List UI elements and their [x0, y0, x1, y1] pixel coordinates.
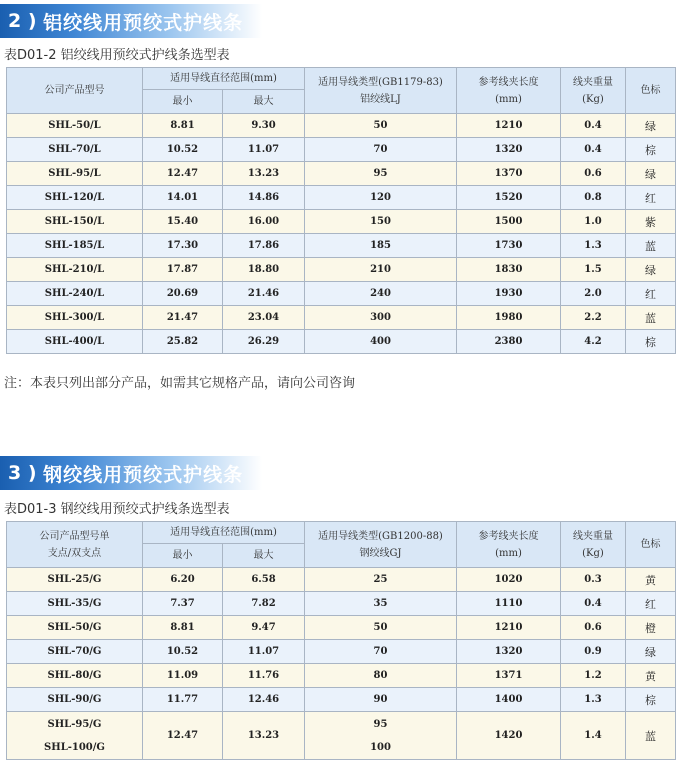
- header-min: 最小: [143, 544, 223, 568]
- cell-min: 10.52: [143, 138, 223, 162]
- header-length-line2: (mm): [495, 93, 522, 105]
- cell-model-value: SHL-95/G: [47, 718, 102, 730]
- cell-length: 1400: [457, 688, 561, 712]
- cell-model: SHL-95/L: [7, 162, 143, 186]
- cell-min: 15.40: [143, 210, 223, 234]
- cell-min: 8.81: [143, 616, 223, 640]
- header-weight: [561, 68, 626, 114]
- section-number: 2 ): [8, 10, 44, 32]
- cell-model: SHL-210/L: [7, 258, 143, 282]
- table-row: [7, 712, 676, 760]
- header-conductor-type-line1: 适用导线类型(GB1179-83): [318, 76, 443, 88]
- table-row: [7, 592, 676, 616]
- cell-max: 9.47: [223, 616, 305, 640]
- table-row: [7, 568, 676, 592]
- header-conductor-type-line2: 铝绞线LJ: [360, 93, 401, 105]
- cell-max: 6.58: [223, 568, 305, 592]
- cell-min: 17.87: [143, 258, 223, 282]
- cell-length: 1320: [457, 640, 561, 664]
- cell-max: 11.07: [223, 640, 305, 664]
- cell-type-value: 95: [373, 718, 388, 730]
- cell-weight: 0.6: [561, 162, 626, 186]
- cell-weight: 1.5: [561, 258, 626, 282]
- cell-color: 黄: [626, 664, 676, 688]
- cell-weight: 1.4: [561, 712, 626, 760]
- cell-min: 25.82: [143, 330, 223, 354]
- steel-spec-table: [6, 521, 676, 760]
- cell-color: 紫: [626, 210, 676, 234]
- cell-color: 蓝: [626, 234, 676, 258]
- cell-color: 蓝: [626, 306, 676, 330]
- cell-type: 120: [305, 186, 457, 210]
- cell-max: 18.80: [223, 258, 305, 282]
- cell-color: 蓝: [626, 712, 676, 760]
- cell-color: 棕: [626, 138, 676, 162]
- cell-weight: 2.2: [561, 306, 626, 330]
- cell-max: 21.46: [223, 282, 305, 306]
- header-weight-line1: 线夹重量: [573, 76, 613, 88]
- table-row: [7, 640, 676, 664]
- cell-model: SHL-120/L: [7, 186, 143, 210]
- cell-length: 1371: [457, 664, 561, 688]
- cell-max: 7.82: [223, 592, 305, 616]
- header-conductor-type-line1: 适用导线类型(GB1200-88): [318, 530, 443, 542]
- cell-color: 黄: [626, 568, 676, 592]
- cell-type: 400: [305, 330, 457, 354]
- cell-min: 21.47: [143, 306, 223, 330]
- cell-length: 1730: [457, 234, 561, 258]
- cell-length: 1980: [457, 306, 561, 330]
- cell-min: 7.37: [143, 592, 223, 616]
- section-title: 钢绞线用预绞式护线条: [43, 463, 244, 486]
- header-conductor-type-line2: 钢绞线GJ: [359, 547, 402, 559]
- cell-model: SHL-300/L: [7, 306, 143, 330]
- header-model: [7, 522, 143, 568]
- cell-type: 300: [305, 306, 457, 330]
- cell-model: SHL-400/L: [7, 330, 143, 354]
- cell-min: 6.20: [143, 568, 223, 592]
- cell-weight: 0.9: [561, 640, 626, 664]
- cell-min: 10.52: [143, 640, 223, 664]
- table-row: [7, 306, 676, 330]
- section-title: 铝绞线用预绞式护线条: [43, 11, 244, 34]
- cell-model: SHL-185/L: [7, 234, 143, 258]
- cell-min: 17.30: [143, 234, 223, 258]
- cell-length: 1370: [457, 162, 561, 186]
- cell-min: 11.77: [143, 688, 223, 712]
- cell-length: 1320: [457, 138, 561, 162]
- cell-color: 红: [626, 186, 676, 210]
- cell-type: 80: [305, 664, 457, 688]
- cell-color: 橙: [626, 616, 676, 640]
- cell-type: 150: [305, 210, 457, 234]
- cell-max: 11.76: [223, 664, 305, 688]
- cell-color: 棕: [626, 688, 676, 712]
- table-row: [7, 234, 676, 258]
- cell-color: 绿: [626, 640, 676, 664]
- cell-min: 11.09: [143, 664, 223, 688]
- table-row: [7, 138, 676, 162]
- cell-type: 70: [305, 138, 457, 162]
- cell-max: 23.04: [223, 306, 305, 330]
- header-conductor-type: [305, 522, 457, 568]
- table-caption: 表D01-3 钢绞线用预绞式护线条选型表: [4, 502, 230, 517]
- cell-max: 13.23: [223, 712, 305, 760]
- cell-max: 16.00: [223, 210, 305, 234]
- cell-max: 9.30: [223, 114, 305, 138]
- header-length-line1: 参考线夹长度: [478, 76, 539, 88]
- cell-type: 210: [305, 258, 457, 282]
- cell-weight: 0.6: [561, 616, 626, 640]
- header-conductor-type: [305, 68, 457, 114]
- header-length-line1: 参考线夹长度: [478, 530, 539, 542]
- cell-min: 12.47: [143, 712, 223, 760]
- header-weight-line2: (Kg): [582, 547, 604, 559]
- cell-length: 1210: [457, 114, 561, 138]
- table-row: [7, 114, 676, 138]
- cell-length: 1210: [457, 616, 561, 640]
- cell-type-value: 100: [370, 741, 391, 753]
- cell-max: 12.46: [223, 688, 305, 712]
- header-model-line2: 支点/双支点: [47, 547, 102, 559]
- cell-max: 26.29: [223, 330, 305, 354]
- cell-type: 35: [305, 592, 457, 616]
- cell-length: 1110: [457, 592, 561, 616]
- header-min: 最小: [143, 90, 223, 114]
- cell-weight: 2.0: [561, 282, 626, 306]
- aluminum-spec-table: [6, 67, 676, 354]
- header-diameter-range: 适用导线直径范围(mm): [143, 68, 305, 90]
- cell-model: SHL-90/G: [7, 688, 143, 712]
- cell-type: 90: [305, 688, 457, 712]
- cell-type: 95: [305, 162, 457, 186]
- cell-weight: 0.8: [561, 186, 626, 210]
- cell-color: 红: [626, 592, 676, 616]
- header-length-line2: (mm): [495, 547, 522, 559]
- header-weight-line1: 线夹重量: [573, 530, 613, 542]
- cell-color: 绿: [626, 162, 676, 186]
- cell-length: 1500: [457, 210, 561, 234]
- cell-type: 240: [305, 282, 457, 306]
- section-banner-steel: [0, 456, 262, 490]
- header-weight-line2: (Kg): [582, 93, 604, 105]
- cell-weight: 1.2: [561, 664, 626, 688]
- cell-type: 185: [305, 234, 457, 258]
- cell-weight: 1.3: [561, 234, 626, 258]
- cell-model: SHL-50/G: [7, 616, 143, 640]
- table-row: [7, 258, 676, 282]
- cell-min: 14.01: [143, 186, 223, 210]
- cell-min: 12.47: [143, 162, 223, 186]
- cell-type: 25: [305, 568, 457, 592]
- cell-max: 14.86: [223, 186, 305, 210]
- cell-max: 13.23: [223, 162, 305, 186]
- cell-weight: 0.4: [561, 592, 626, 616]
- table-row: [7, 282, 676, 306]
- cell-weight: 0.4: [561, 138, 626, 162]
- cell-max: 17.86: [223, 234, 305, 258]
- cell-weight: 1.0: [561, 210, 626, 234]
- cell-length: 1020: [457, 568, 561, 592]
- cell-model: SHL-70/L: [7, 138, 143, 162]
- cell-color: 红: [626, 282, 676, 306]
- header-max: 最大: [223, 90, 305, 114]
- cell-type: 50: [305, 616, 457, 640]
- cell-weight: 1.3: [561, 688, 626, 712]
- table-note: 注：本表只列出部分产品，如需其它规格产品，请向公司咨询: [4, 376, 356, 391]
- cell-length: 1830: [457, 258, 561, 282]
- cell-color: 绿: [626, 114, 676, 138]
- cell-weight: 0.3: [561, 568, 626, 592]
- section-banner-aluminum: [0, 4, 262, 38]
- cell-model-value: SHL-100/G: [44, 741, 105, 753]
- cell-model: SHL-80/G: [7, 664, 143, 688]
- cell-model: SHL-25/G: [7, 568, 143, 592]
- cell-model: SHL-70/G: [7, 640, 143, 664]
- cell-model: SHL-35/G: [7, 592, 143, 616]
- cell-length: 1520: [457, 186, 561, 210]
- cell-color: 棕: [626, 330, 676, 354]
- table-row: [7, 664, 676, 688]
- table-caption: 表D01-2 铝绞线用预绞式护线条选型表: [4, 48, 230, 63]
- cell-type: [305, 712, 457, 760]
- cell-type: 70: [305, 640, 457, 664]
- cell-min: 8.81: [143, 114, 223, 138]
- cell-max: 11.07: [223, 138, 305, 162]
- table-row: [7, 162, 676, 186]
- cell-model: [7, 712, 143, 760]
- cell-length: 2380: [457, 330, 561, 354]
- header-length: [457, 68, 561, 114]
- cell-length: 1420: [457, 712, 561, 760]
- cell-length: 1930: [457, 282, 561, 306]
- header-model: 公司产品型号: [7, 68, 143, 114]
- header-max: 最大: [223, 544, 305, 568]
- table-row: [7, 210, 676, 234]
- cell-model: SHL-150/L: [7, 210, 143, 234]
- header-weight: [561, 522, 626, 568]
- header-diameter-range: 适用导线直径范围(mm): [143, 522, 305, 544]
- table-row: [7, 688, 676, 712]
- header-color: 色标: [626, 68, 676, 114]
- cell-model: SHL-240/L: [7, 282, 143, 306]
- section-number: 3 ): [8, 462, 44, 484]
- cell-model: SHL-50/L: [7, 114, 143, 138]
- cell-weight: 0.4: [561, 114, 626, 138]
- table-row: [7, 186, 676, 210]
- cell-color: 绿: [626, 258, 676, 282]
- header-model-line1: 公司产品型号单: [39, 530, 110, 542]
- table-row: [7, 616, 676, 640]
- cell-min: 20.69: [143, 282, 223, 306]
- cell-weight: 4.2: [561, 330, 626, 354]
- header-length: [457, 522, 561, 568]
- table-row: [7, 330, 676, 354]
- header-color: 色标: [626, 522, 676, 568]
- cell-type: 50: [305, 114, 457, 138]
